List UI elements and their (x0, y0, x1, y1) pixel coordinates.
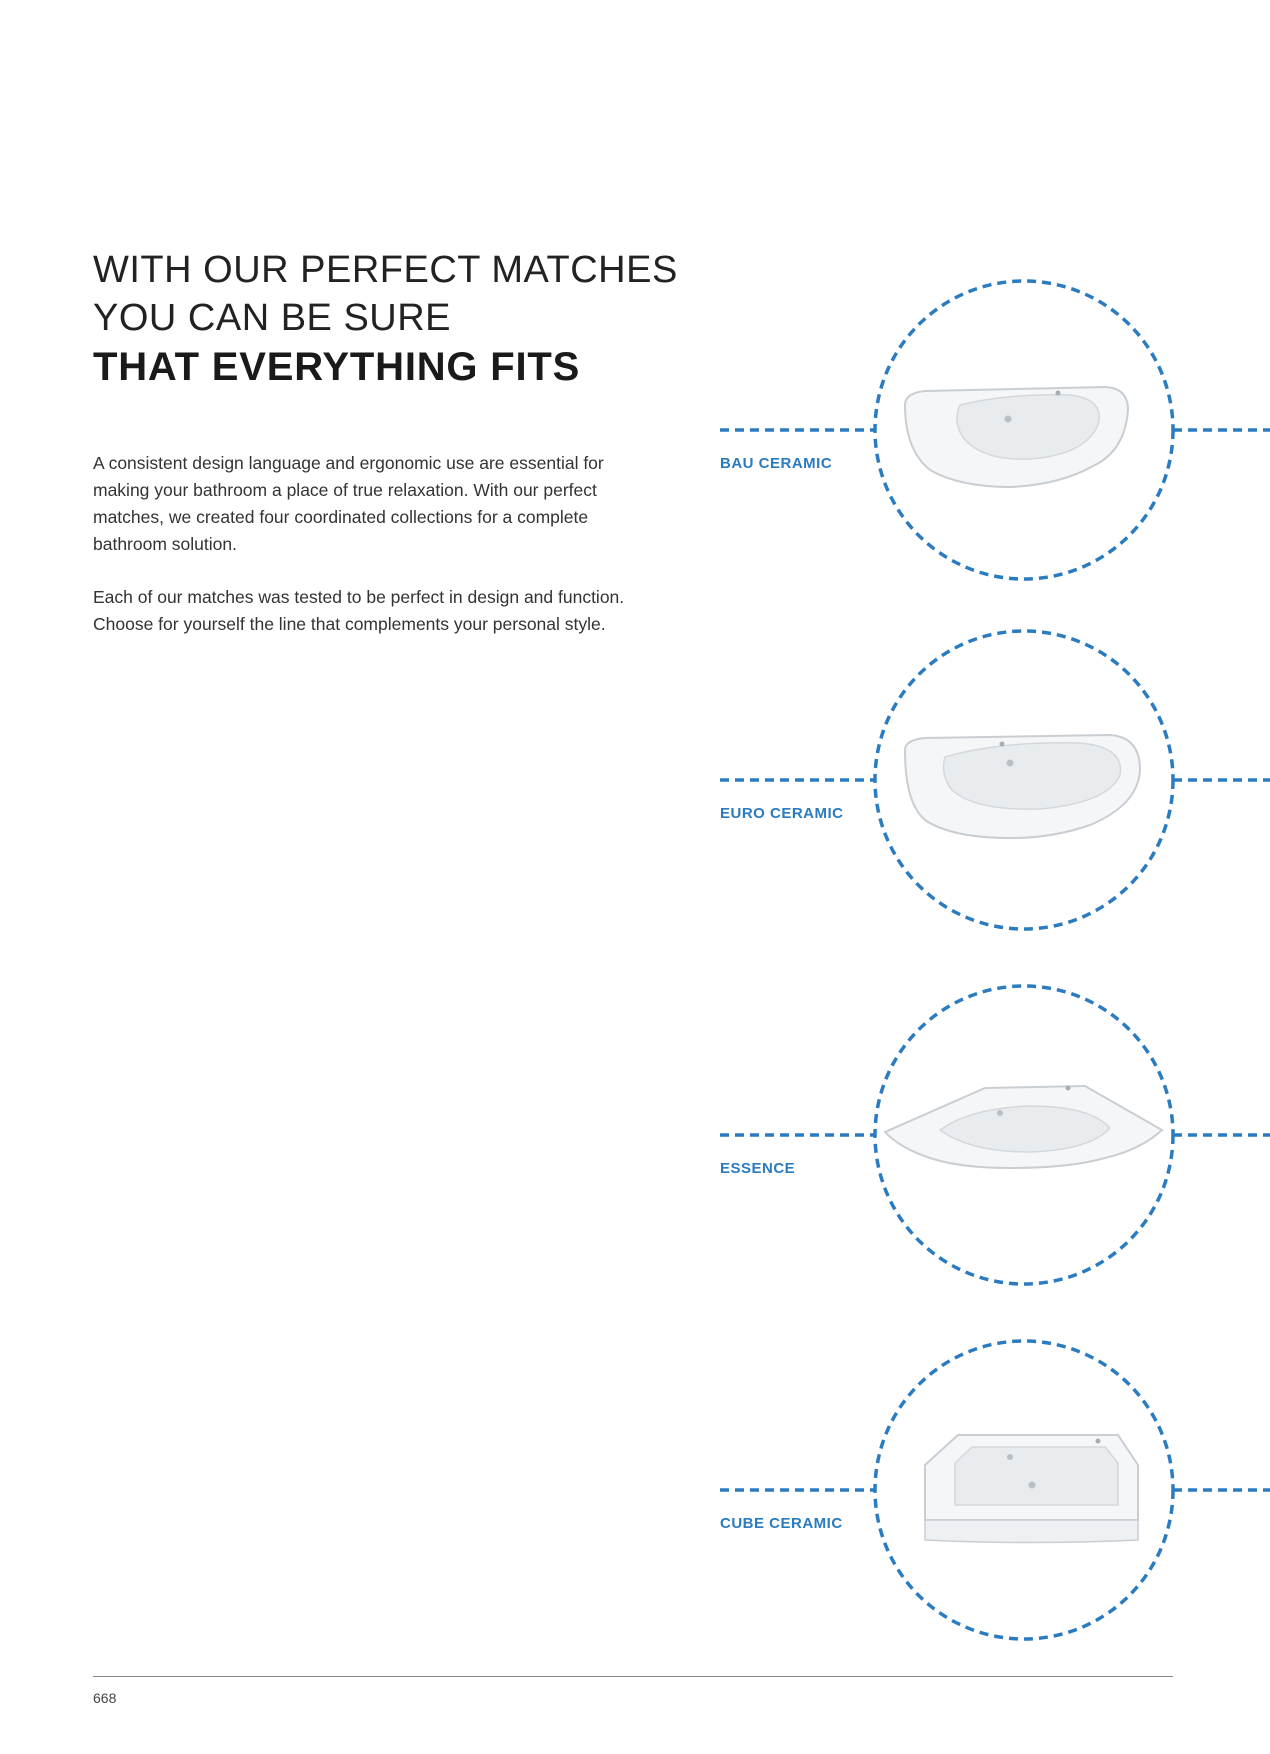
washbasin-illustration (905, 387, 1128, 487)
product-graphic (0, 980, 1270, 1290)
washbasin-illustration (885, 1086, 1162, 1169)
product-graphic (0, 625, 1270, 935)
headline-line-2: YOU CAN BE SURE (93, 297, 452, 339)
headline-line-1: WITH OUR PERFECT MATCHES (93, 249, 678, 291)
product-label: ESSENCE (720, 1160, 796, 1177)
product-graphic (0, 275, 1270, 585)
footer-divider (93, 1676, 1173, 1677)
intro-paragraph-1: A consistent design language and ergonomic use are essential for making your bathroom a place of true relaxation. With our perfect matches, we created four coordinated collections for a complete bathroom solution. (93, 453, 604, 554)
product-cube-ceramic (0, 1335, 1270, 1645)
washbasin-illustration (905, 735, 1140, 838)
product-label: BAU CERAMIC (720, 455, 833, 472)
product-essence (0, 980, 1270, 1290)
product-bau-ceramic (0, 275, 1270, 585)
product-label: EURO CERAMIC (720, 805, 844, 822)
intro-paragraph-2: Each of our matches was tested to be perfect in design and function. Choose for yourself the line that complements your personal style. (93, 587, 625, 634)
product-label: CUBE CERAMIC (720, 1515, 843, 1532)
product-euro-ceramic (0, 625, 1270, 935)
product-graphic (0, 1335, 1270, 1645)
headline-line-3: THAT EVERYTHING FITS (93, 345, 581, 389)
washbasin-illustration (925, 1435, 1138, 1543)
page-number: 668 (93, 1690, 117, 1706)
